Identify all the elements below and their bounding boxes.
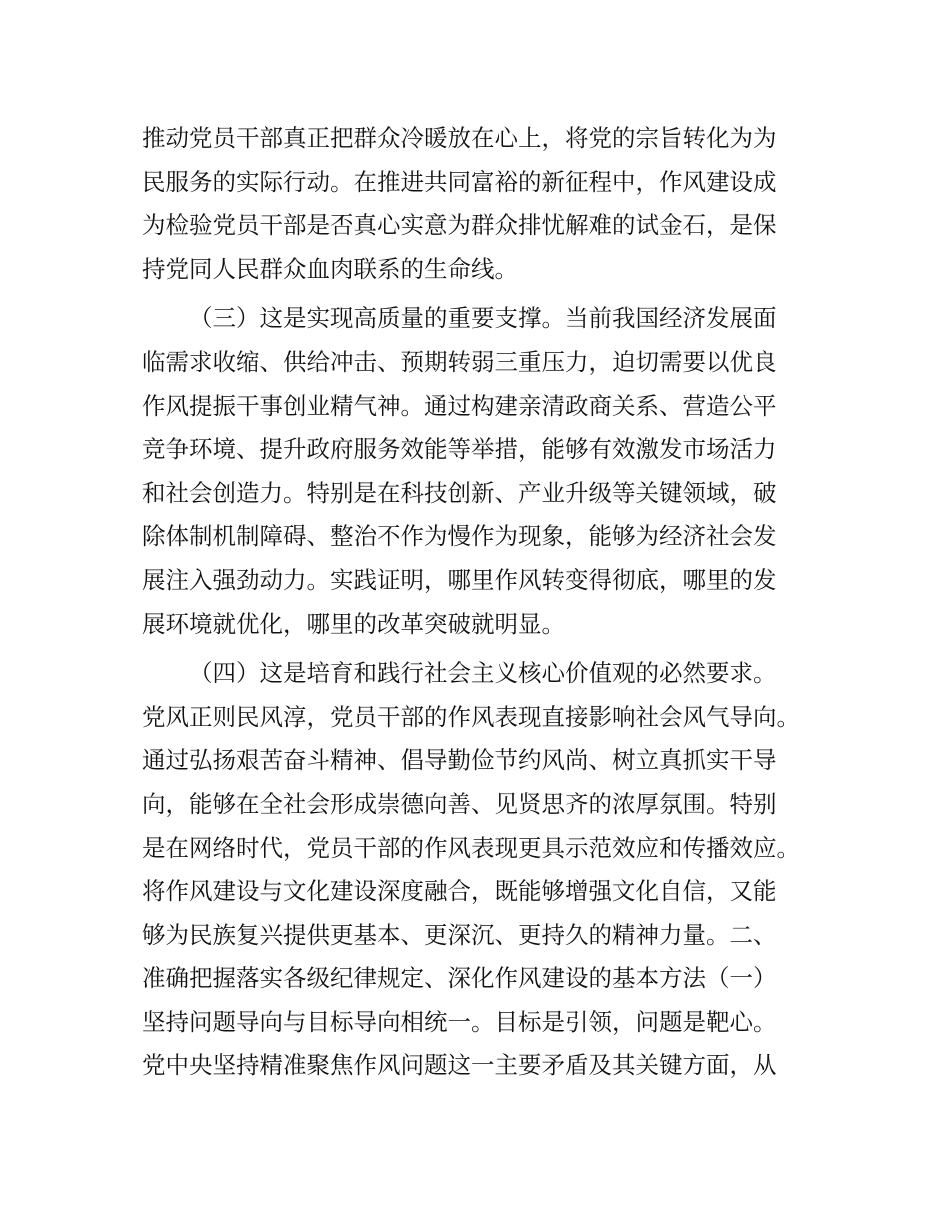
text-line: 和社会创造力。特别是在科技创新、产业升级等关键领域，破 xyxy=(142,478,777,507)
text-line: 党风正则民风淳，党员干部的作风表现直接影响社会风气导向。 xyxy=(142,702,800,731)
text-line-first: （三）这是实现高质量的重要支撑。当前我国经济发展面 xyxy=(189,304,777,333)
text-line: 民服务的实际行动。在推进共同富裕的新征程中，作风建设成 xyxy=(142,167,777,196)
text-line: 临需求收缩、供给冲击、预期转弱三重压力，迫切需要以优良 xyxy=(142,347,777,376)
text-line: 准确把握落实各级纪律规定、深化作风建设的基本方法（一） xyxy=(142,964,777,993)
text-line: 坚持问题导向与目标导向相统一。目标是引领，问题是靶心。 xyxy=(142,1007,777,1036)
text-line: 展注入强劲动力。实践证明，哪里作风转变得彻底，哪里的发 xyxy=(142,565,777,594)
text-line: 党中央坚持精准聚焦作风问题这一主要矛盾及其关键方面，从 xyxy=(142,1051,777,1080)
text-line: 为检验党员干部是否真心实意为群众排忧解难的试金石，是保 xyxy=(142,211,777,240)
document-body xyxy=(142,117,822,1088)
text-line: 推动党员干部真正把群众冷暖放在心上，将党的宗旨转化为为 xyxy=(142,124,777,152)
paragraph-1 xyxy=(142,117,822,291)
text-line-first: （四）这是培育和践行社会主义核心价值观的必然要求。 xyxy=(189,659,777,688)
paragraph-2 xyxy=(142,297,822,646)
text-line: 将作风建设与文化建设深度融合，既能够增强文化自信，又能 xyxy=(142,877,777,906)
text-line: 除体制机制障碍、整治不作为慢作为现象，能够为经济社会发 xyxy=(142,522,777,551)
text-line: 够为民族复兴提供更基本、更深沉、更持久的精神力量。二、 xyxy=(142,920,777,949)
text-line: 展环境就优化，哪里的改革突破就明显。 xyxy=(142,609,565,638)
text-line: 通过弘扬艰苦奋斗精神、倡导勤俭节约风尚、树立真抓实干导 xyxy=(142,746,777,775)
paragraph-3 xyxy=(142,652,822,1088)
text-line: 持党同人民群众血肉联系的生命线。 xyxy=(142,254,518,283)
text-line: 是在网络时代，党员干部的作风表现更具示范效应和传播效应。 xyxy=(142,833,800,862)
text-line: 竞争环境、提升政府服务效能等举措，能够有效激发市场活力 xyxy=(142,435,777,464)
text-line: 向，能够在全社会形成崇德向善、见贤思齐的浓厚氛围。特别 xyxy=(142,789,777,818)
text-line: 作风提振干事创业精气神。通过构建亲清政商关系、营造公平 xyxy=(142,391,777,420)
